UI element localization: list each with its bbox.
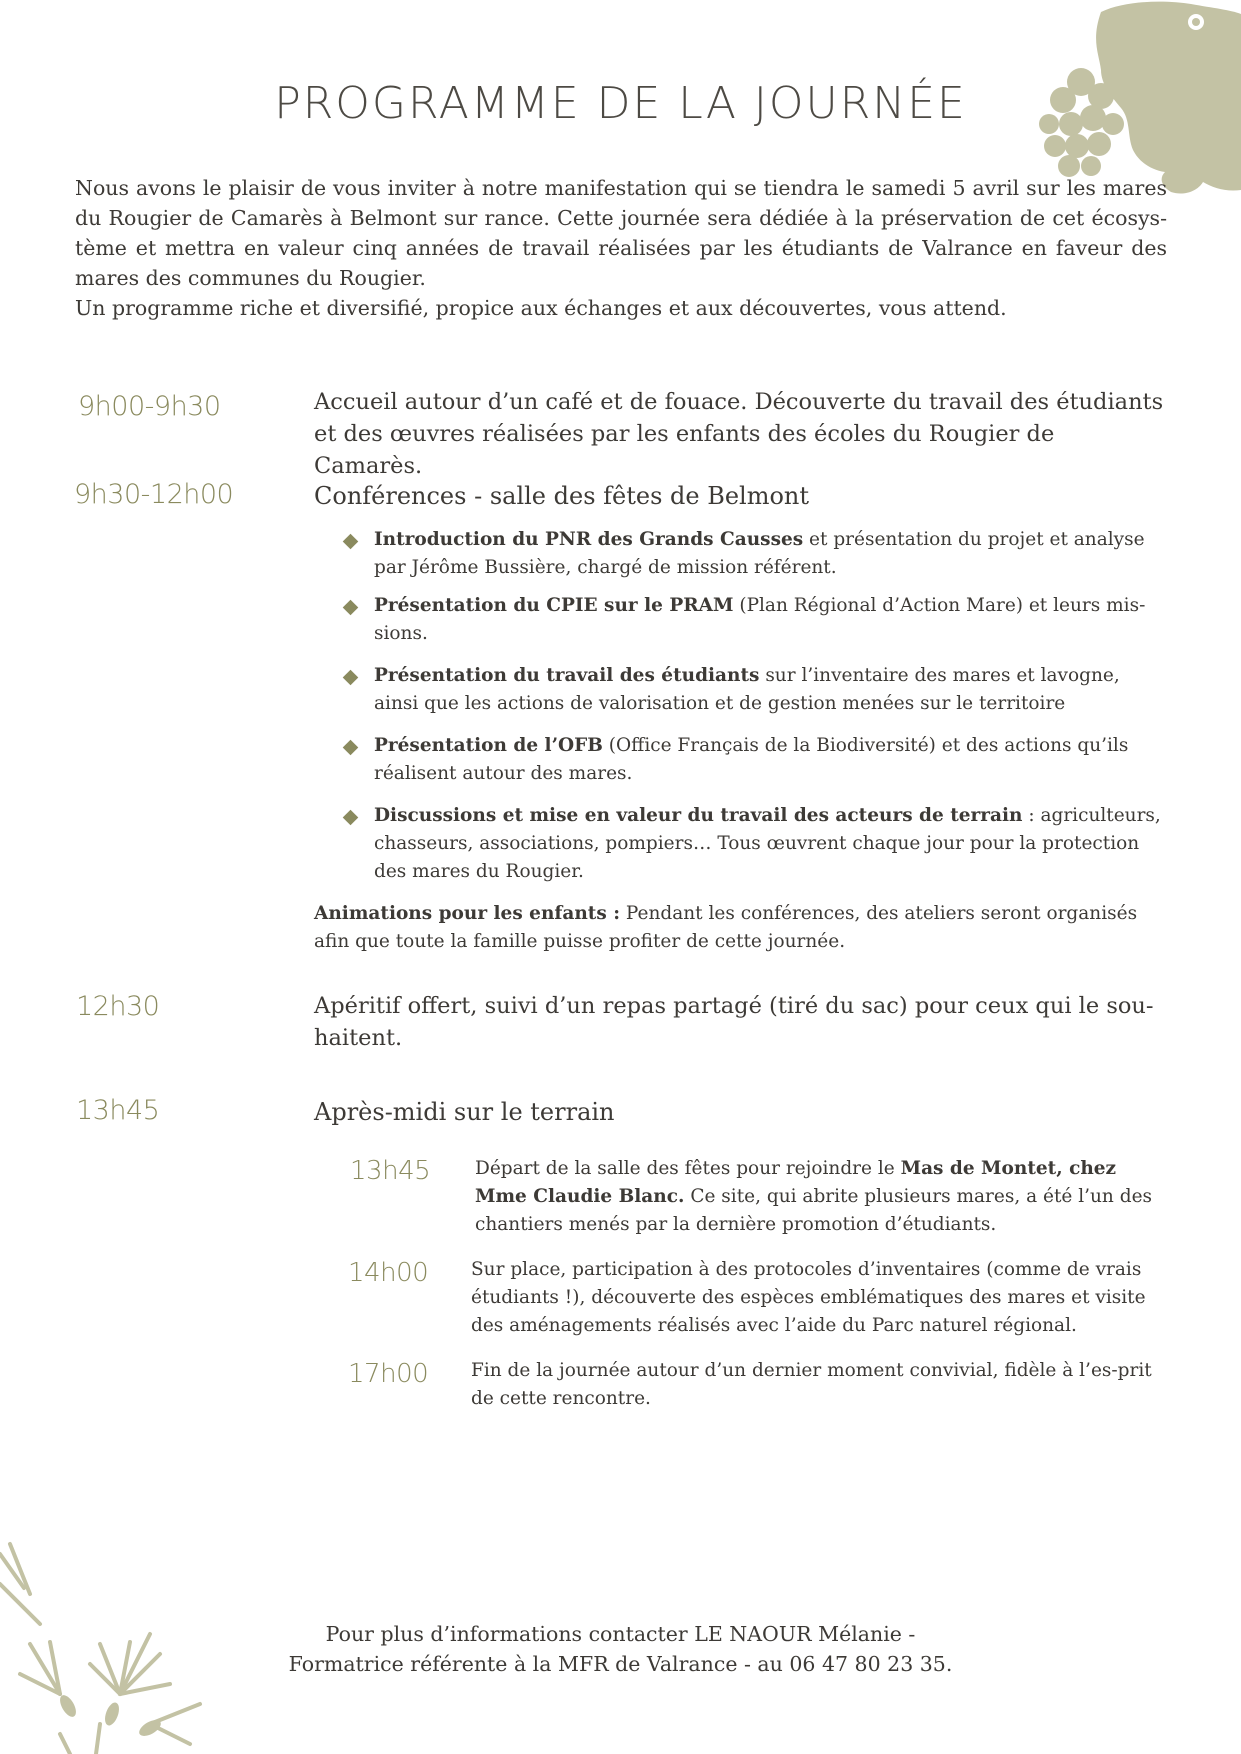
schedule-text: Accueil autour d’un café et de fouace. Découverte du travail des étudiants et des œuvres réalisées par les enfants des écoles du Rougier de Camarès. — [314, 389, 1164, 479]
footer-line-1: Pour plus d’informations contacter LE NAOUR Mélanie - — [325, 1622, 916, 1646]
diamond-bullet-icon — [343, 670, 359, 686]
intro-paragraph-2: Un programme riche et diversifié, propice aux échanges et aux découvertes, vous attend. — [75, 296, 1007, 320]
schedule-time: 9h00-9h30 — [78, 391, 221, 422]
list-item: Présentation du travail des étudiants sur l’inventaire des mares et lavogne, ainsi que les actions de valorisation et de gestion menées sur le territoire — [342, 662, 1167, 718]
afternoon-time: 13h45 — [350, 1156, 431, 1186]
schedule-time: 9h30-12h00 — [74, 479, 234, 510]
afternoon-text: Fin de la journée autour d’un dernier moment convivial, fidèle à l’es-prit de cette rencontre. — [471, 1360, 1152, 1409]
intro-text — [75, 173, 1167, 323]
schedule-time: 13h45 — [76, 1095, 160, 1126]
contact-footer — [0, 1619, 1241, 1679]
afternoon-text: Sur place, participation à des protocoles d’inventaires (comme de vrais étudiants !), découverte des espèces emblématiques des mares et visite des aménagements réalisés avec l’aide du Parc naturel régional. — [471, 1259, 1146, 1336]
schedule-heading: Après-midi sur le terrain — [314, 1098, 615, 1126]
diamond-bullet-icon — [343, 534, 359, 550]
afternoon-time: 17h00 — [348, 1359, 429, 1389]
afternoon-time: 14h00 — [348, 1258, 429, 1288]
intro-paragraph-1: Nous avons le plaisir de vous inviter à notre manifestation qui se tiendra le samedi 5 avril sur les mares du Rougier de Camarès à Belmont sur rance. Cette journée sera dédiée à la préservation de cet écosys-tème et mettra en valeur cinq années de travail réalisées par les étudiants de Valrance en faveur des mares des communes du Rougier. — [75, 176, 1167, 290]
list-item: Discussions et mise en valeur du travail des acteurs de terrain : agriculteurs, chasseurs, associations, pompiers… Tous œuvrent chaque jour pour la protection des mares du Rougier. — [342, 802, 1167, 886]
schedule-time: 12h30 — [76, 991, 160, 1022]
afternoon-text: Départ de la salle des fêtes pour rejoindre le Mas de Montet, chez Mme Claudie Blanc. Ce site, qui abrite plusieurs mares, a été l’un des chantiers menés par la dernière promotion d’étudiants. — [475, 1158, 1153, 1235]
children-activities: Animations pour les enfants : Pendant les conférences, des ateliers seront organisés afin que toute la famille puisse profiter de cette journée. — [314, 903, 1138, 952]
schedule-text: Apéritif offert, suivi d’un repas partagé (tiré du sac) pour ceux qui le sou-haitent. — [314, 993, 1154, 1051]
page-title: PROGRAMME DE LA JOURNÉE — [274, 78, 967, 129]
list-item: Présentation du CPIE sur le PRAM (Plan Régional d’Action Mare) et leurs mis-sions. — [342, 592, 1167, 648]
footer-line-2: Formatrice référente à la MFR de Valrance - au 06 47 80 23 35. — [288, 1652, 953, 1676]
schedule-heading: Conférences - salle des fêtes de Belmont — [314, 482, 810, 510]
diamond-bullet-icon — [343, 600, 359, 616]
diamond-bullet-icon — [343, 810, 359, 826]
diamond-bullet-icon — [343, 740, 359, 756]
conference-list — [342, 526, 1167, 896]
list-item: Introduction du PNR des Grands Causses et présentation du projet et analyse par Jérôme Bussière, chargé de mission référent. — [342, 526, 1167, 582]
list-item: Présentation de l’OFB (Office Français de la Biodiversité) et des actions qu’ils réalisent autour des mares. — [342, 732, 1167, 788]
